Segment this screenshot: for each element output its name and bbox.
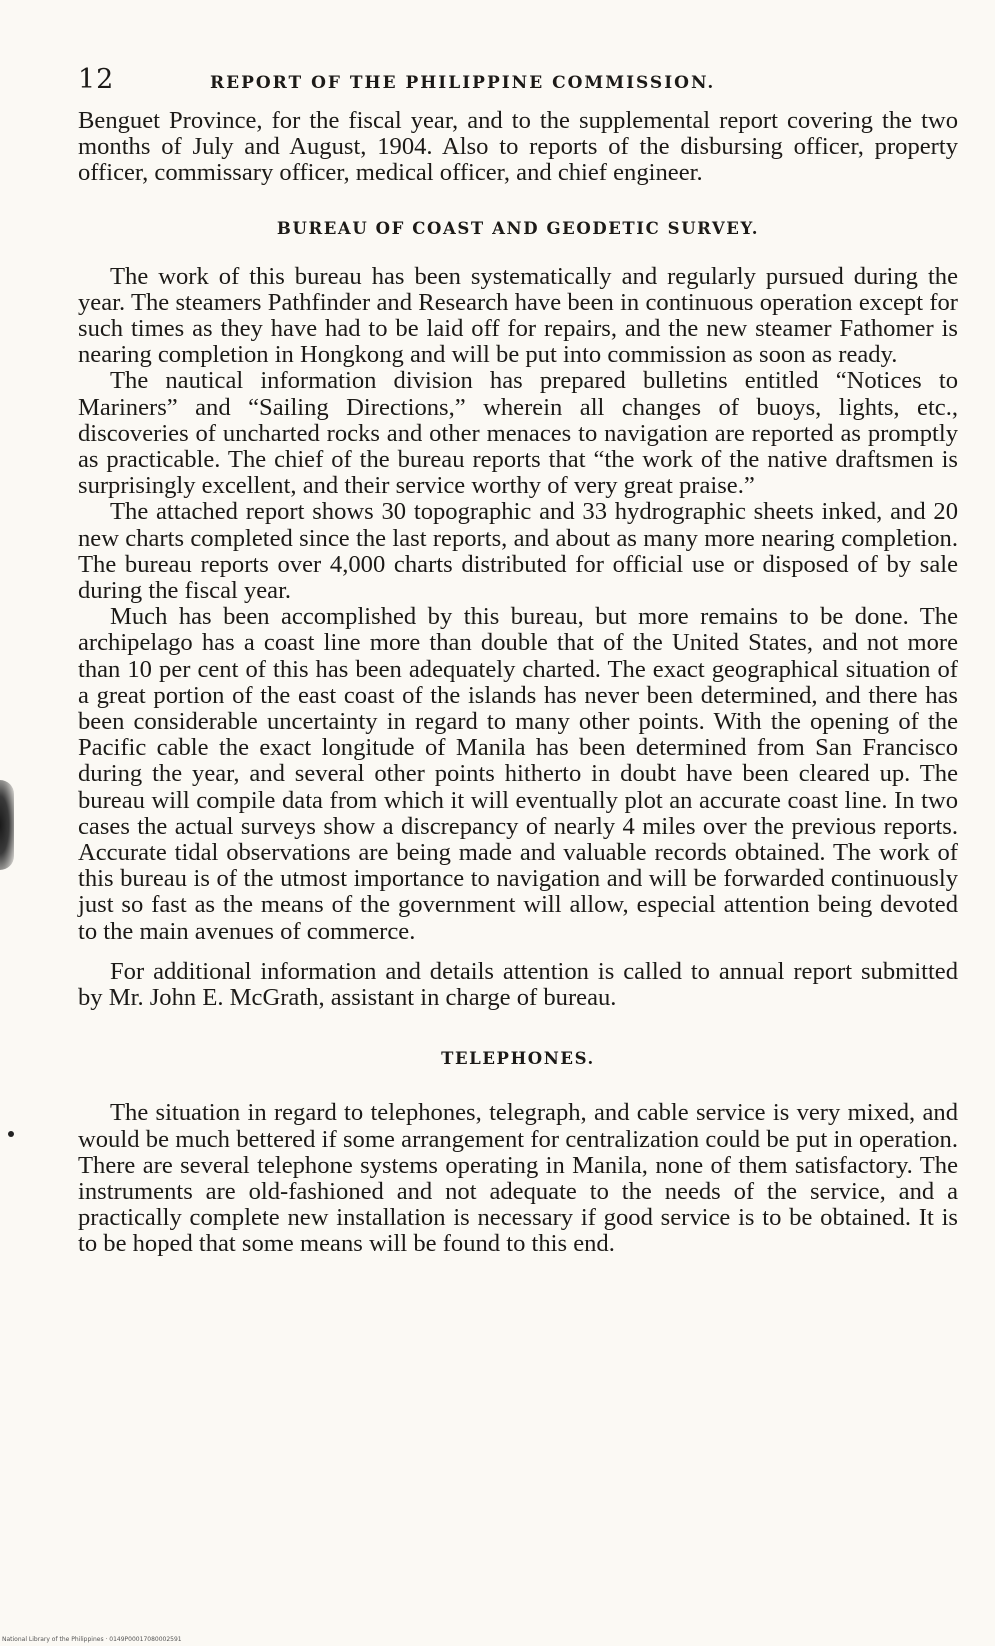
page-header bbox=[78, 64, 958, 108]
ink-speck bbox=[8, 1131, 14, 1137]
paragraph-survey-work: The work of this bureau has been systematically and regularly pursued during the year. The steamers Pathfinder and Research have been in continuous operation except for such times as they have had to be laid off for repairs, and the new steamer Fathomer is nearing completion in Hongkong and will be put into commission as soon as ready. bbox=[78, 262, 958, 369]
intro-paragraph: Benguet Province, for the fiscal year, and to the supplemental report covering the two months of July and August, 1904. Also to reports of the disbursing officer, property officer, commissary officer, medical officer, and chief engineer. bbox=[78, 107, 958, 187]
section-heading-coast-survey: BUREAU OF COAST AND GEODETIC SURVEY. bbox=[276, 218, 760, 238]
page-number: 12 bbox=[78, 64, 115, 95]
paragraph-telephones: The situation in regard to telephones, telegraph, and cable service is very mixed, and would be much bettered if some arrangement for centralization could be put in operation. There are several telephone systems operating in Manila, none of them satisfactory. The instruments are old-fashioned and not adequate to the needs of the service, and a practically complete new installation is necessary if good service is to be obtained. It is to be hoped that some means will be found to this end. bbox=[78, 1099, 958, 1258]
page-content bbox=[78, 64, 958, 1258]
running-head: REPORT OF THE PHILIPPINE COMMISSION. bbox=[210, 73, 716, 93]
binding-shadow bbox=[0, 780, 14, 870]
paragraph-charts-report: The attached report shows 30 topographic and 33 hydrographic sheets inked, and 20 new charts completed since the last reports, and about as many more nearing completion. The bureau reports over 4,000 charts distributed for official use or disposed of by sale during the fiscal year. bbox=[78, 498, 958, 605]
section-heading-telephones: TELEPHONES. bbox=[441, 1049, 595, 1069]
paragraph-coast-line: Much has been accomplished by this bureau, but more remains to be done. The archipelago has a coast line more than double that of the United States, and not more than 10 per cent of this has been adequately charted. The exact geographical situation of a great portion of the east coast of the islands has never been determined, and there has been considerable uncertainty in regard to many other points. With the opening of the Pacific cable the exact longitude of Manila has been determined from San Francisco during the year, and several other points hitherto in doubt have been cleared up. The bureau will compile data from which it will eventually plot an accurate coast line. In two cases the actual surveys show a discrepancy of nearly 4 miles over the previous reports. Accurate tidal observations are being made and valuable records obtained. The work of this bureau is of the utmost importance to navigation and will be forwarded continuously just so fast as the means of the government will allow, especial attention being devoted to the main avenues of commerce. bbox=[78, 603, 958, 945]
paragraph-nautical-division: The nautical information division has prepared bulletins entitled “Notices to Mariners” and “Sailing Directions,” wherein all changes of buoys, lights, etc., discoveries of uncharted rocks and other menaces to navigation are reported as promptly as practicable. The chief of the bureau reports that “the work of the native draftsmen is surprisingly excellent, and their service worthy of very great praise.” bbox=[78, 367, 958, 500]
library-credit: National Library of the Philippines · 0149P00017080002591 bbox=[2, 1636, 182, 1643]
paragraph-additional-info: For additional information and details attention is called to annual report submitted by Mr. John E. McGrath, assistant in charge of bureau. bbox=[78, 957, 958, 1012]
